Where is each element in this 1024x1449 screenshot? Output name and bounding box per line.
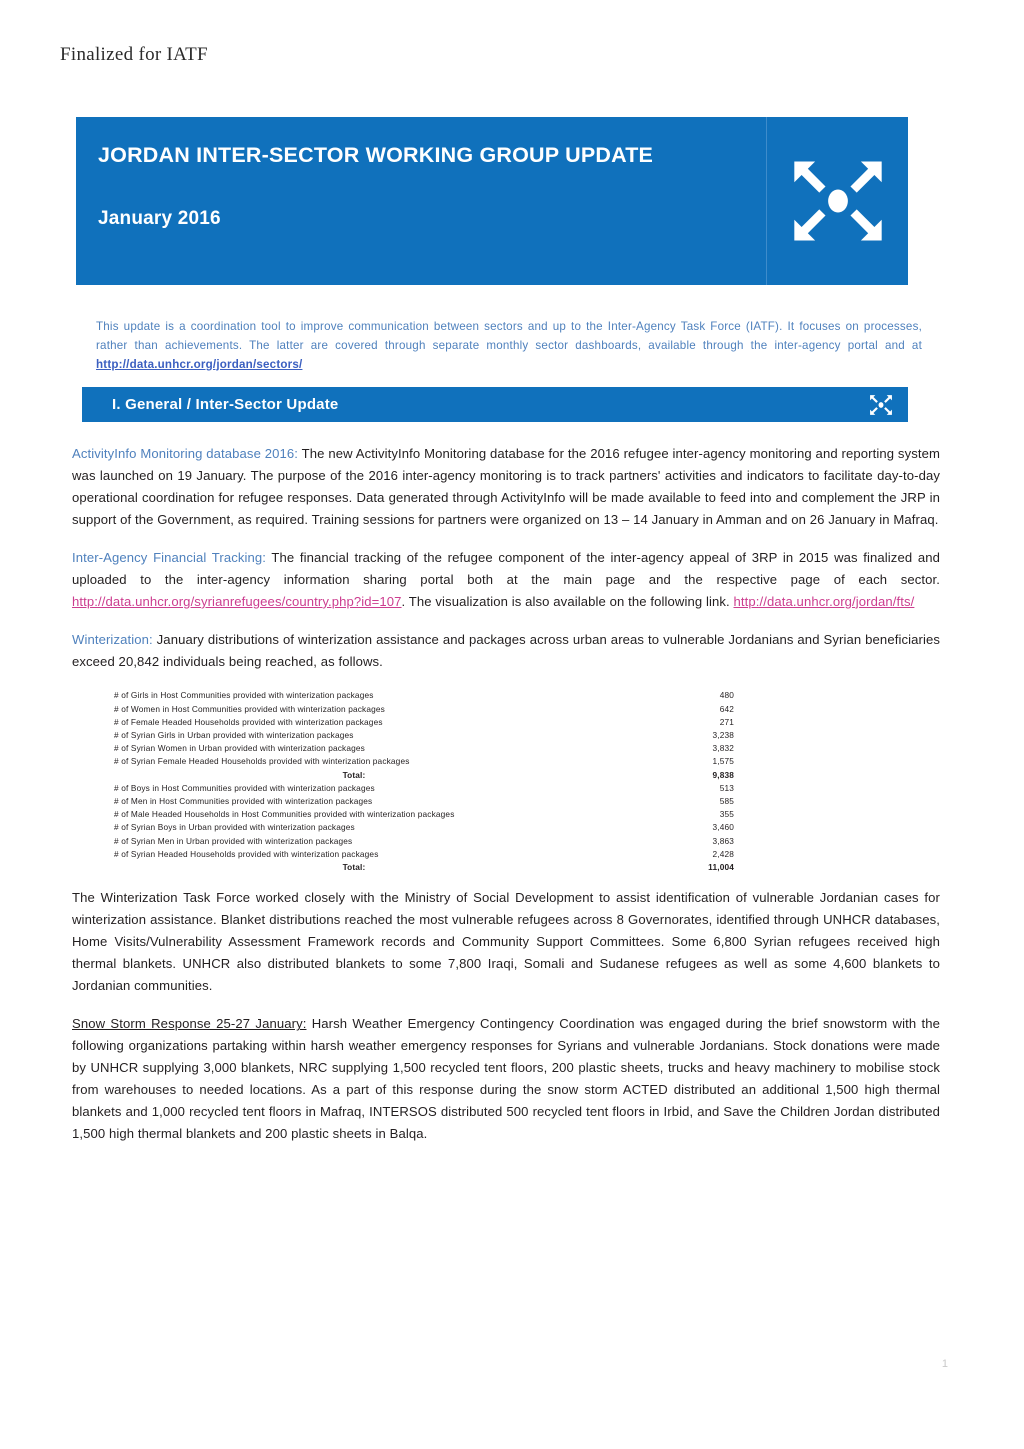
stat-total-value: 11,004 xyxy=(708,861,734,872)
stat-label: # of Girls in Host Communities provided with winterization packages xyxy=(114,690,374,701)
stat-label: # of Syrian Men in Urban provided with winterization packages xyxy=(114,835,353,846)
finalized-note: Finalized for IATF xyxy=(60,44,208,65)
stat-value: 3,832 xyxy=(712,743,734,754)
paragraph-lead-financial-tracking: Inter-Agency Financial Tracking: xyxy=(72,549,267,565)
table-row xyxy=(114,689,734,702)
paragraph-winterization xyxy=(72,629,940,673)
stat-label: # of Syrian Girls in Urban provided with winterization packages xyxy=(114,730,354,741)
stat-value: 3,863 xyxy=(712,835,734,846)
stat-label: # of Male Headed Households in Host Communities provided with winterization packages xyxy=(114,809,455,820)
intro-note xyxy=(96,318,922,374)
paragraph-snow-storm xyxy=(72,1013,940,1145)
paragraph-lead-winterization: Winterization: xyxy=(72,631,153,647)
stat-value: 271 xyxy=(719,716,734,727)
stat-label: # of Men in Host Communities provided with winterization packages xyxy=(114,795,373,806)
stat-value: 2,428 xyxy=(712,848,734,859)
stat-label: # of Syrian Female Headed Households provided with winterization packages xyxy=(114,756,410,767)
inward-arrows-logo-icon xyxy=(868,392,894,418)
stat-label: # of Syrian Women in Urban provided with winterization packages xyxy=(114,743,365,754)
stat-value: 3,460 xyxy=(712,822,734,833)
paragraph-lead-snow-storm: Snow Storm Response 25-27 January: xyxy=(72,1016,307,1032)
table-row xyxy=(114,781,734,794)
stat-value: 3,238 xyxy=(712,730,734,741)
paragraph-text-financial-2: . The visualization is also available on the following link. xyxy=(401,593,734,609)
table-row xyxy=(114,755,734,768)
stat-label: # of Syrian Headed Households provided with winterization packages xyxy=(114,848,379,859)
table-row-total xyxy=(114,768,734,781)
stat-total-value: 9,838 xyxy=(712,769,734,780)
paragraph-text-winterization: January distributions of winterization assistance and packages across urban areas to vulnerable Jordanians and Syrian beneficiaries exceed 20,842 individuals being reached, as follows. xyxy=(72,631,940,669)
page-title: JORDAN INTER-SECTOR WORKING GROUP UPDATE xyxy=(98,143,654,167)
paragraph-text-financial-1: The financial tracking of the refugee component of the inter-agency appeal of 3RP in 2015 was finalized and uploaded to the inter-agency information sharing portal both at the main page and the respective page of each sector. xyxy=(72,549,940,587)
page-number: 1 xyxy=(941,1358,948,1370)
stat-value: 1,575 xyxy=(712,756,734,767)
table-row xyxy=(114,715,734,728)
banner-text-block xyxy=(76,117,766,285)
table-row xyxy=(114,808,734,821)
inward-arrows-logo-icon xyxy=(786,149,890,253)
stat-label: # of Female Headed Households provided with winterization packages xyxy=(114,716,383,727)
table-row xyxy=(114,702,734,715)
table-row-total xyxy=(114,860,734,873)
table-row xyxy=(114,742,734,755)
stat-value: 585 xyxy=(719,795,734,806)
paragraph-financial-tracking xyxy=(72,547,940,613)
stat-label: # of Women in Host Communities provided with winterization packages xyxy=(114,703,385,714)
stat-total-label: Total: xyxy=(342,769,366,780)
section-header-bar xyxy=(76,387,908,422)
table-row xyxy=(114,847,734,860)
section-title: I. General / Inter-Sector Update xyxy=(112,396,339,413)
paragraph-text-snow-storm: Harsh Weather Emergency Contingency Coordination was engaged during the brief snowstorm with the following organizations partaking within harsh weather emergency responses for Syrians and vulnerable Jordanians. Stock donations were made by UNHCR supplying 3,000 blankets, NRC supplying 1,500 recycled tent floors, 200 plastic sheets, trucks and heavy machinery to mobilise stock from warehouses to needed locations. As a part of this response during the snow storm ACTED distributed an additional 1,500 high thermal blankets and 1,000 recycled tent floors in Mafraq, INTERSOS distributed 500 recycled tent floors in Irbid, and Save the Children Jordan distributed 1,500 high thermal blankets and 200 plastic sheets in Balqa. xyxy=(72,1016,941,1142)
financial-tracking-link-2[interactable]: http://data.unhcr.org/jordan/fts/ xyxy=(733,593,915,609)
stat-total-label: Total: xyxy=(342,861,366,872)
portal-link[interactable]: http://data.unhcr.org/jordan/sectors/ xyxy=(96,357,303,371)
table-row xyxy=(114,834,734,847)
stat-value: 513 xyxy=(719,782,734,793)
financial-tracking-link-1[interactable]: http://data.unhcr.org/syrianrefugees/country.php?id=107 xyxy=(72,593,402,609)
winterization-stats-table xyxy=(114,689,734,874)
table-row xyxy=(114,728,734,741)
stat-label: # of Syrian Boys in Urban provided with winterization packages xyxy=(114,822,355,833)
paragraph-task-force: The Winterization Task Force worked closely with the Ministry of Social Development to assist identification of vulnerable Jordanian cases for winterization assistance. Blanket distributions reached the most vulnerable refugees across 8 Governorates, identified through UNHCR databases, Home Visits/Vulnerability Assessment Framework records and Community Support Committees. Some 6,800 Syrian refugees received high thermal blankets. UNHCR also distributed blankets to some 7,800 Iraqi, Somali and Sudanese refugees as well as some 4,600 blankets to Jordanian communities. xyxy=(72,890,940,994)
body-content xyxy=(72,443,940,1161)
paragraph-text-activityinfo: The new ActivityInfo Monitoring database for the 2016 refugee inter-agency monitoring and reporting system was launched on 19 January. The purpose of the 2016 inter-agency monitoring is to track partners' activities and indicators to facilitate day-to-day operational coordination for refugee responses. Data generated through ActivityInfo will be made available to feed into and complement the JRP in support of the Government, as required. Training sessions for partners were organized on 13 – 14 January in Amman and on 26 January in Mafraq. xyxy=(72,446,940,527)
paragraph-activityinfo xyxy=(72,443,940,531)
stat-value: 480 xyxy=(719,690,734,701)
stat-value: 355 xyxy=(719,809,734,820)
table-row xyxy=(114,794,734,807)
paragraph-lead-activityinfo: ActivityInfo Monitoring database 2016: xyxy=(72,446,299,461)
banner-subtitle: January 2016 xyxy=(98,207,221,229)
table-row xyxy=(114,821,734,834)
banner-logo-container xyxy=(766,117,908,285)
intro-text: This update is a coordination tool to improve communication between sectors and up to the Inter-Agency Task Force (IATF). It focuses on processes, rather than achievements. The latter are covered through separate monthly sector dashboards, available through the inter-agency portal and at xyxy=(96,320,922,352)
stat-value: 642 xyxy=(719,703,734,714)
stat-label: # of Boys in Host Communities provided with winterization packages xyxy=(114,782,375,793)
title-banner xyxy=(76,117,908,285)
